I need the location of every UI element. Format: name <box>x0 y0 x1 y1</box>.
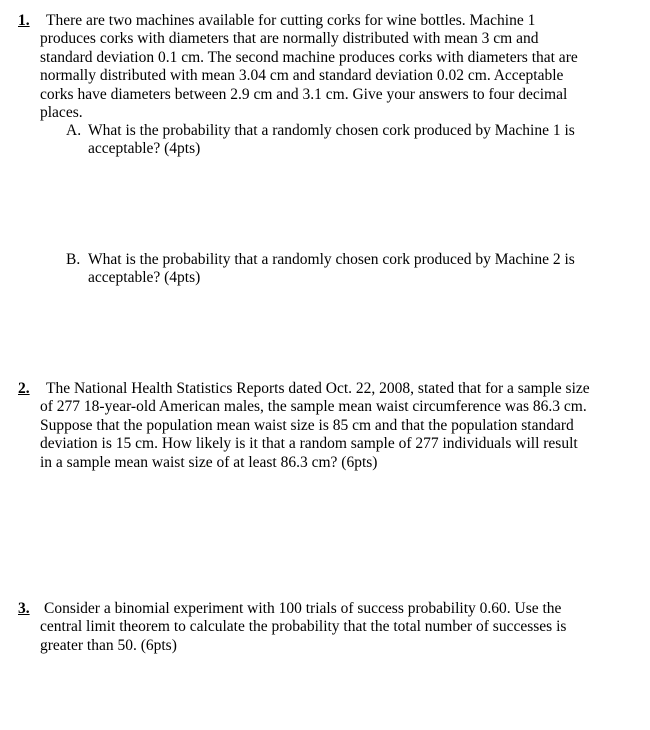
problem-number: 2. <box>18 380 30 397</box>
subquestion-letter: A. <box>66 122 82 139</box>
problem-text: The National Health Statistics Reports dated Oct. 22, 2008, stated that for a sample size of 277 18-year-old American males, the sample mean waist circumference was 86.3 cm. Suppose that the population mean waist size is 85 cm and that the population standard deviation is 15 cm. How likely is it that a random sample of 277 individuals will result in a sample mean waist size of at least 86.3 cm? (6pts) <box>40 380 590 471</box>
problem-1 <box>18 12 590 122</box>
subquestion-1a <box>66 122 596 159</box>
subquestion-1b <box>66 251 596 288</box>
subquestion-letter: B. <box>66 251 81 268</box>
problem-number: 1. <box>18 12 30 29</box>
subquestion-text: What is the probability that a randomly chosen cork produced by Machine 1 is acceptable? (4pts) <box>88 122 575 158</box>
problem-2 <box>18 380 590 472</box>
problem-text: There are two machines available for cutting corks for wine bottles. Machine 1 produces corks with diameters that are normally distributed with mean 3 cm and standard deviation 0.1 cm. The second machine produces corks with diameters that are normally distributed with mean 3.04 cm and standard deviation 0.02 cm. Acceptable corks have diameters between 2.9 cm and 3.1 cm. Give your answers to four decimal places. <box>40 12 578 122</box>
problem-text: Consider a binomial experiment with 100 trials of success probability 0.60. Use the central limit theorem to calculate the probability that the total number of successes is greater than 50. (6pts) <box>40 600 567 654</box>
subquestion-text: What is the probability that a randomly chosen cork produced by Machine 2 is acceptable? (4pts) <box>88 251 575 287</box>
problem-3 <box>18 600 590 655</box>
problem-number: 3. <box>18 600 30 617</box>
